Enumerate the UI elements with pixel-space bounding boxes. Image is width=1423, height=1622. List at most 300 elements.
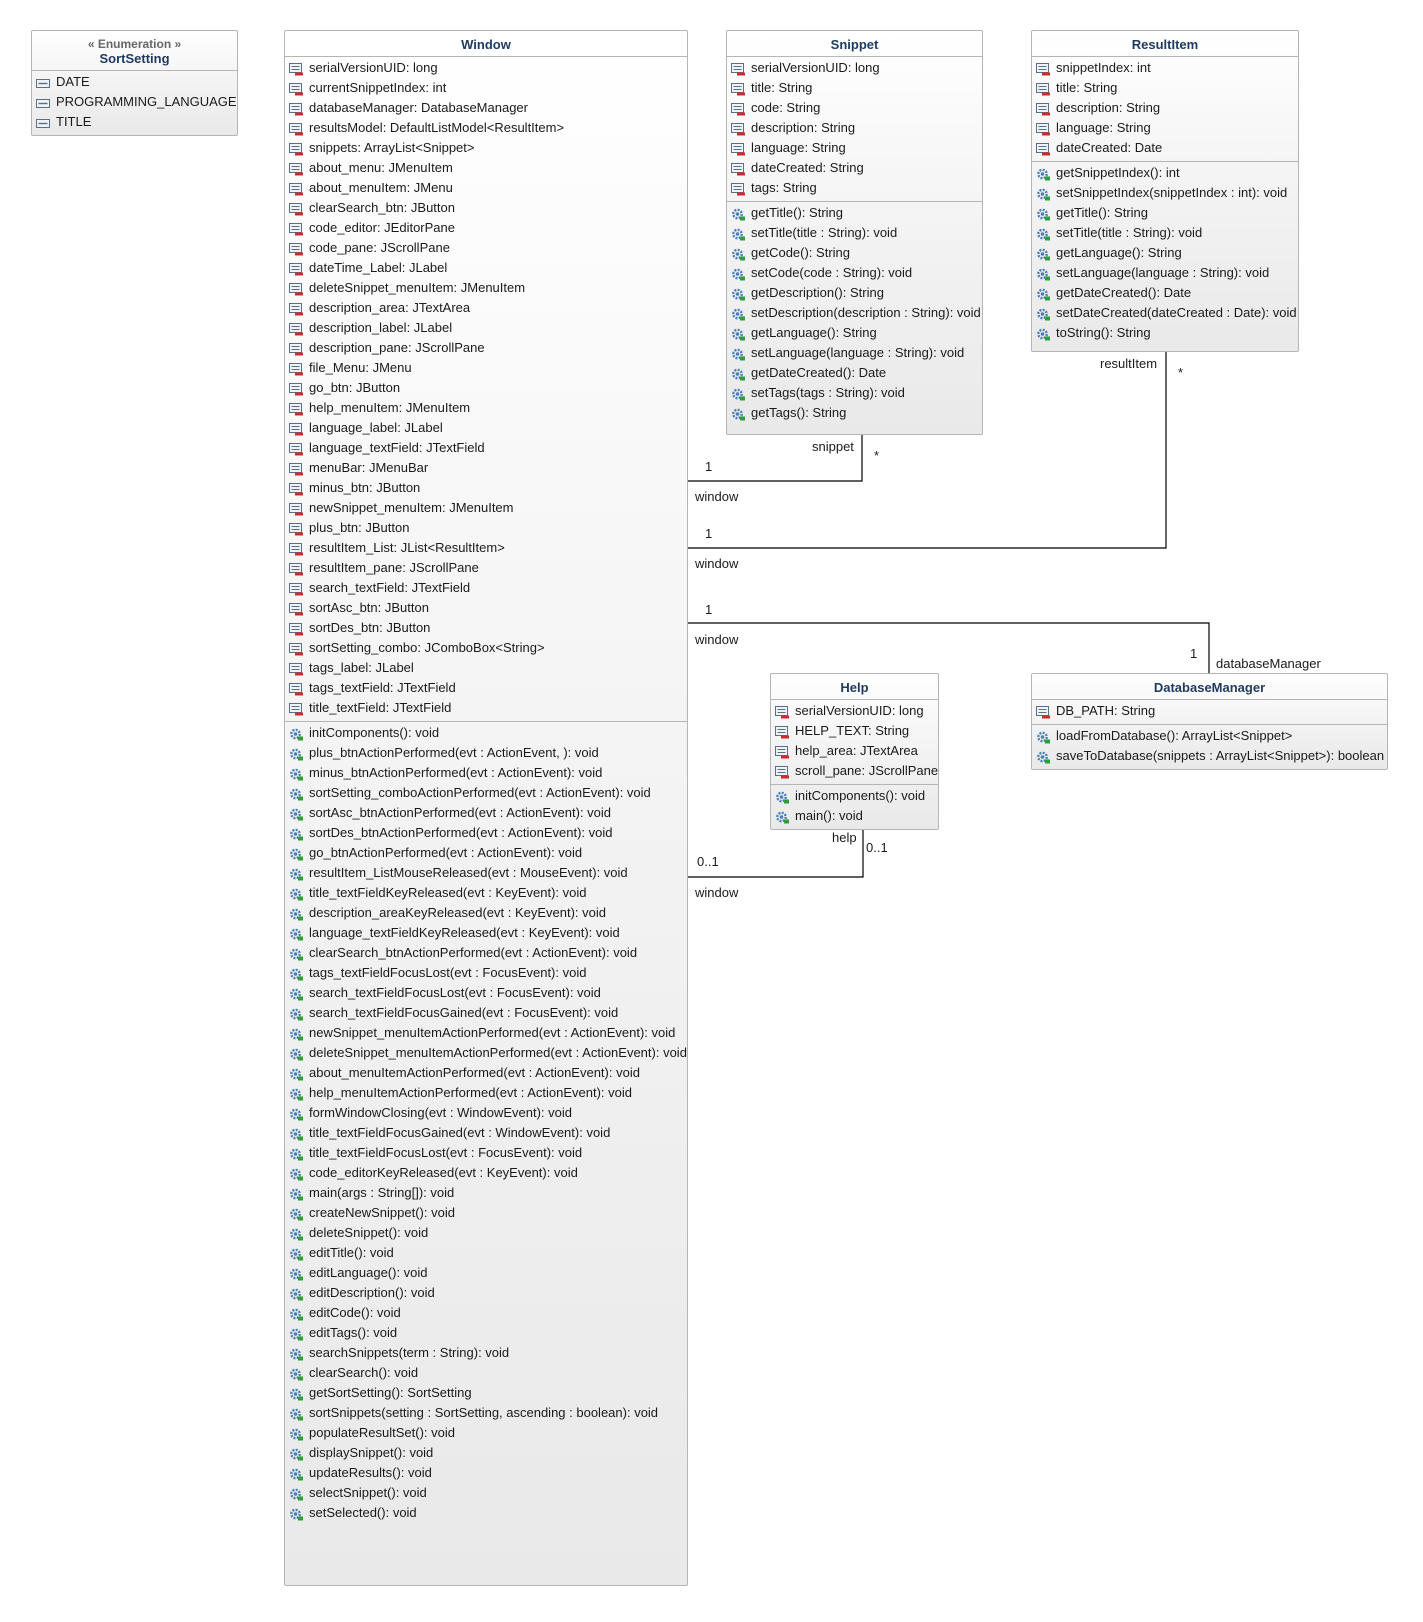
attribute-row[interactable] xyxy=(285,98,687,118)
attribute-signature: help_menuItem: JMenuItem xyxy=(309,400,471,415)
attribute-row[interactable] xyxy=(285,518,687,538)
attribute-row[interactable] xyxy=(285,78,687,98)
attribute-signature: menuBar: JMenuBar xyxy=(309,460,429,475)
attribute-signature: clearSearch_btn: JButton xyxy=(309,200,455,215)
method-signature: setTags(tags : String): void xyxy=(751,385,905,400)
field-icon xyxy=(289,702,304,715)
method-signature: loadFromDatabase(): ArrayList<Snippet> xyxy=(1056,728,1293,743)
method-signature: title_textFieldKeyReleased(evt : KeyEvent): void xyxy=(309,885,587,900)
attribute-signature: title_textField: JTextField xyxy=(309,700,452,715)
method-signature: main(): void xyxy=(795,808,863,823)
gear-method-icon xyxy=(289,787,304,800)
method-row[interactable] xyxy=(285,803,687,823)
class-sortsetting[interactable] xyxy=(31,30,238,136)
field-icon xyxy=(731,142,746,155)
enum-literal[interactable]: DATE xyxy=(32,72,237,92)
gear-method-icon xyxy=(289,1187,304,1200)
enum-literal[interactable]: PROGRAMMING_LANGUAGE xyxy=(32,92,237,112)
method-signature: updateResults(): void xyxy=(309,1465,432,1480)
attribute-row[interactable] xyxy=(285,398,687,418)
method-row[interactable] xyxy=(285,1223,687,1243)
method-row[interactable] xyxy=(285,1043,687,1063)
gear-method-icon xyxy=(731,387,746,400)
field-icon xyxy=(731,82,746,95)
method-row[interactable] xyxy=(727,343,982,363)
field-icon xyxy=(289,402,304,415)
field-icon xyxy=(775,705,790,718)
attribute-row[interactable] xyxy=(285,198,687,218)
method-signature: initComponents(): void xyxy=(309,725,440,740)
association-window-databasemanager xyxy=(687,623,1209,673)
field-icon xyxy=(289,262,304,275)
method-signature: tags_textFieldFocusLost(evt : FocusEvent): void xyxy=(309,965,587,980)
attribute-row[interactable] xyxy=(285,298,687,318)
gear-method-icon xyxy=(731,347,746,360)
attribute-signature: code_editor: JEditorPane xyxy=(309,220,455,235)
field-icon xyxy=(289,542,304,555)
method-row[interactable] xyxy=(727,283,982,303)
method-row[interactable] xyxy=(727,403,982,423)
method-row[interactable] xyxy=(1032,263,1298,283)
attribute-signature: title: String xyxy=(751,80,813,95)
method-row[interactable] xyxy=(285,1463,687,1483)
gear-method-icon xyxy=(289,847,304,860)
method-row[interactable] xyxy=(285,1423,687,1443)
gear-method-icon xyxy=(289,947,304,960)
attribute-signature: sortSetting_combo: JComboBox<String> xyxy=(309,640,545,655)
attributes-compartment xyxy=(727,57,982,202)
attribute-row[interactable] xyxy=(285,458,687,478)
gear-method-icon xyxy=(289,1367,304,1380)
method-signature: setTitle(title : String): void xyxy=(751,225,898,240)
field-icon xyxy=(289,322,304,335)
method-row[interactable] xyxy=(285,823,687,843)
method-row[interactable] xyxy=(1032,243,1298,263)
attribute-row[interactable] xyxy=(285,418,687,438)
gear-method-icon xyxy=(289,1467,304,1480)
attributes-compartment xyxy=(285,57,687,722)
field-icon xyxy=(289,422,304,435)
attribute-row[interactable] xyxy=(285,318,687,338)
method-signature: main(args : String[]): void xyxy=(309,1185,455,1200)
attribute-signature: databaseManager: DatabaseManager xyxy=(309,100,528,115)
attribute-row[interactable] xyxy=(285,618,687,638)
field-icon xyxy=(289,502,304,515)
method-signature: getDateCreated(): Date xyxy=(1056,285,1192,300)
class-name: SortSetting xyxy=(99,51,170,66)
method-signature: setSelected(): void xyxy=(309,1505,417,1520)
field-icon xyxy=(289,242,304,255)
attribute-signature: sortDes_btn: JButton xyxy=(309,620,431,635)
attribute-row[interactable] xyxy=(771,721,938,741)
field-icon xyxy=(1036,82,1051,95)
attribute-signature: newSnippet_menuItem: JMenuItem xyxy=(309,500,514,515)
attribute-row[interactable] xyxy=(285,338,687,358)
role-label: resultItem xyxy=(1100,356,1158,371)
gear-method-icon xyxy=(289,1067,304,1080)
field-icon xyxy=(731,162,746,175)
attribute-row[interactable] xyxy=(1032,118,1298,138)
attributes-compartment xyxy=(1032,700,1387,725)
gear-method-icon xyxy=(289,1087,304,1100)
method-signature: language_textFieldKeyReleased(evt : KeyEvent): void xyxy=(309,925,620,940)
method-row[interactable] xyxy=(285,1003,687,1023)
method-signature: getCode(): String xyxy=(751,245,850,260)
method-signature: createNewSnippet(): void xyxy=(309,1205,455,1220)
gear-method-icon xyxy=(731,307,746,320)
attribute-row[interactable] xyxy=(285,578,687,598)
field-icon xyxy=(289,302,304,315)
method-signature: clearSearch_btnActionPerformed(evt : ActionEvent): void xyxy=(309,945,638,960)
method-row[interactable] xyxy=(727,203,982,223)
gear-method-icon xyxy=(731,407,746,420)
method-row[interactable] xyxy=(1032,303,1298,323)
method-signature: plus_btnActionPerformed(evt : ActionEvent, ): void xyxy=(309,745,599,760)
enum-literal-icon xyxy=(36,116,51,129)
method-row[interactable] xyxy=(285,903,687,923)
method-row[interactable] xyxy=(285,1103,687,1123)
method-row[interactable] xyxy=(285,1143,687,1163)
field-icon xyxy=(1036,705,1051,718)
attribute-signature: dateCreated: Date xyxy=(1056,140,1163,155)
attribute-row[interactable] xyxy=(727,138,982,158)
method-signature: title_textFieldFocusLost(evt : FocusEvent): void xyxy=(309,1145,583,1160)
method-row[interactable] xyxy=(727,303,982,323)
multiplicity-label: 0..1 xyxy=(697,854,719,869)
method-row[interactable] xyxy=(285,1203,687,1223)
method-row[interactable] xyxy=(285,743,687,763)
method-signature: selectSnippet(): void xyxy=(309,1485,427,1500)
method-signature: getTitle(): String xyxy=(751,205,843,220)
method-row[interactable] xyxy=(1032,283,1298,303)
attribute-row[interactable] xyxy=(1032,98,1298,118)
attribute-signature: description: String xyxy=(1056,100,1161,115)
methods-compartment xyxy=(727,202,982,426)
attribute-row[interactable] xyxy=(1032,78,1298,98)
attribute-row[interactable] xyxy=(285,258,687,278)
attribute-signature: code: String xyxy=(751,100,821,115)
class-snippet[interactable] xyxy=(726,30,983,435)
stereotype-label: « Enumeration » xyxy=(87,37,182,51)
attribute-row[interactable] xyxy=(285,378,687,398)
method-row[interactable] xyxy=(285,763,687,783)
method-row[interactable] xyxy=(1032,726,1387,746)
gear-method-icon xyxy=(289,1287,304,1300)
method-row[interactable] xyxy=(285,1383,687,1403)
class-resultitem[interactable] xyxy=(1031,30,1299,352)
method-row[interactable] xyxy=(285,723,687,743)
attribute-row[interactable] xyxy=(727,58,982,78)
attribute-signature: serialVersionUID: long xyxy=(751,60,880,75)
method-row[interactable] xyxy=(285,1483,687,1503)
gear-method-icon xyxy=(289,1027,304,1040)
attribute-row[interactable] xyxy=(285,218,687,238)
gear-method-icon xyxy=(289,867,304,880)
method-row[interactable] xyxy=(285,1283,687,1303)
method-row[interactable] xyxy=(285,1443,687,1463)
class-name: ResultItem xyxy=(1131,37,1199,52)
gear-method-icon xyxy=(775,810,790,823)
class-help[interactable] xyxy=(770,673,939,830)
attribute-row[interactable] xyxy=(285,58,687,78)
attribute-row[interactable] xyxy=(285,358,687,378)
role-label: snippet xyxy=(812,439,854,454)
enum-literal[interactable]: TITLE xyxy=(32,112,237,132)
class-header xyxy=(1032,674,1387,700)
gear-method-icon xyxy=(289,807,304,820)
method-signature: editTitle(): void xyxy=(309,1245,394,1260)
field-icon xyxy=(289,202,304,215)
method-row[interactable] xyxy=(285,883,687,903)
attribute-row[interactable] xyxy=(285,698,687,718)
attribute-signature: snippets: ArrayList<Snippet> xyxy=(309,140,475,155)
attribute-signature: language_textField: JTextField xyxy=(309,440,485,455)
class-header xyxy=(1032,31,1298,57)
method-row[interactable] xyxy=(285,963,687,983)
field-icon xyxy=(289,162,304,175)
method-signature: newSnippet_menuItemActionPerformed(evt : ActionEvent): void xyxy=(309,1025,676,1040)
method-row[interactable] xyxy=(285,1023,687,1043)
gear-method-icon xyxy=(731,327,746,340)
method-row[interactable] xyxy=(285,1503,687,1523)
class-databasemanager[interactable] xyxy=(1031,673,1388,770)
method-signature: resultItem_ListMouseReleased(evt : MouseEvent): void xyxy=(309,865,628,880)
method-signature: formWindowClosing(evt : WindowEvent): void xyxy=(309,1105,572,1120)
gear-method-icon xyxy=(289,1507,304,1520)
gear-method-icon xyxy=(289,1227,304,1240)
method-row[interactable] xyxy=(771,806,938,826)
method-row[interactable] xyxy=(285,1263,687,1283)
gear-method-icon xyxy=(289,1127,304,1140)
attribute-row[interactable] xyxy=(771,701,938,721)
attribute-row[interactable] xyxy=(727,78,982,98)
gear-method-icon xyxy=(289,747,304,760)
attribute-row[interactable] xyxy=(1032,58,1298,78)
attribute-signature: serialVersionUID: long xyxy=(309,60,438,75)
method-signature: go_btnActionPerformed(evt : ActionEvent): void xyxy=(309,845,583,860)
method-row[interactable] xyxy=(285,863,687,883)
method-row[interactable] xyxy=(285,923,687,943)
attribute-row[interactable] xyxy=(285,278,687,298)
attribute-row[interactable] xyxy=(285,558,687,578)
field-icon xyxy=(289,462,304,475)
gear-method-icon xyxy=(1036,187,1051,200)
role-label: help xyxy=(832,830,857,845)
attribute-signature: resultsModel: DefaultListModel<ResultItem> xyxy=(309,120,565,135)
field-icon xyxy=(289,222,304,235)
attribute-signature: currentSnippetIndex: int xyxy=(309,80,447,95)
method-row[interactable] xyxy=(1032,746,1387,766)
method-row[interactable] xyxy=(285,1323,687,1343)
method-signature: setDescription(description : String): void xyxy=(751,305,981,320)
gear-method-icon xyxy=(289,927,304,940)
attribute-row[interactable] xyxy=(285,118,687,138)
attribute-row[interactable] xyxy=(727,118,982,138)
attribute-row[interactable] xyxy=(771,741,938,761)
gear-method-icon xyxy=(1036,750,1051,763)
method-row[interactable] xyxy=(727,383,982,403)
attribute-row[interactable] xyxy=(285,438,687,458)
method-row[interactable] xyxy=(285,843,687,863)
attribute-signature: code_pane: JScrollPane xyxy=(309,240,450,255)
field-icon xyxy=(289,122,304,135)
class-header xyxy=(771,674,938,700)
enum-literal-icon xyxy=(36,96,51,109)
method-row[interactable] xyxy=(285,783,687,803)
field-icon xyxy=(1036,142,1051,155)
gear-method-icon xyxy=(289,1267,304,1280)
method-row[interactable] xyxy=(285,983,687,1003)
attribute-row[interactable] xyxy=(285,658,687,678)
attribute-signature: description_area: JTextArea xyxy=(309,300,471,315)
attribute-signature: help_area: JTextArea xyxy=(795,743,918,758)
method-row[interactable] xyxy=(727,323,982,343)
method-row[interactable] xyxy=(727,223,982,243)
gear-method-icon xyxy=(1036,247,1051,260)
method-signature: setDateCreated(dateCreated : Date): void xyxy=(1056,305,1297,320)
method-row[interactable] xyxy=(285,1183,687,1203)
field-icon xyxy=(289,282,304,295)
method-signature: getTags(): String xyxy=(751,405,847,420)
multiplicity-label: * xyxy=(874,448,880,463)
attribute-signature: go_btn: JButton xyxy=(309,380,401,395)
gear-method-icon xyxy=(289,1147,304,1160)
attribute-row[interactable] xyxy=(285,538,687,558)
gear-method-icon xyxy=(289,1487,304,1500)
method-signature: sortSetting_comboActionPerformed(evt : ActionEvent): void xyxy=(309,785,651,800)
method-row[interactable] xyxy=(285,1343,687,1363)
field-icon xyxy=(775,765,790,778)
attribute-row[interactable] xyxy=(1032,701,1387,721)
method-signature: getDescription(): String xyxy=(751,285,884,300)
methods-compartment xyxy=(771,785,938,829)
method-signature: toString(): String xyxy=(1056,325,1151,340)
method-row[interactable] xyxy=(285,1163,687,1183)
method-signature: editTags(): void xyxy=(309,1325,398,1340)
attribute-signature: description: String xyxy=(751,120,856,135)
field-icon xyxy=(289,142,304,155)
attribute-signature: scroll_pane: JScrollPane xyxy=(795,763,939,778)
attribute-row[interactable] xyxy=(727,158,982,178)
gear-method-icon xyxy=(289,1307,304,1320)
gear-method-icon xyxy=(1036,307,1051,320)
field-icon xyxy=(1036,62,1051,75)
attribute-signature: search_textField: JTextField xyxy=(309,580,471,595)
method-row[interactable] xyxy=(1032,183,1298,203)
method-row[interactable] xyxy=(727,363,982,383)
field-icon xyxy=(289,522,304,535)
field-icon xyxy=(289,382,304,395)
method-row[interactable] xyxy=(727,263,982,283)
method-signature: sortAsc_btnActionPerformed(evt : ActionEvent): void xyxy=(309,805,612,820)
attribute-signature: minus_btn: JButton xyxy=(309,480,421,495)
method-row[interactable] xyxy=(1032,323,1298,343)
attribute-signature: language: String xyxy=(751,140,846,155)
attribute-row[interactable] xyxy=(285,158,687,178)
method-signature: setLanguage(language : String): void xyxy=(751,345,965,360)
gear-method-icon xyxy=(289,987,304,1000)
attribute-signature: snippetIndex: int xyxy=(1056,60,1151,75)
method-row[interactable] xyxy=(285,1403,687,1423)
method-row[interactable] xyxy=(285,1083,687,1103)
method-row[interactable] xyxy=(285,1123,687,1143)
attribute-signature: DB_PATH: String xyxy=(1056,703,1156,718)
method-row[interactable] xyxy=(285,943,687,963)
attribute-row[interactable] xyxy=(727,98,982,118)
method-signature: setSnippetIndex(snippetIndex : int): void xyxy=(1056,185,1288,200)
method-row[interactable] xyxy=(1032,203,1298,223)
attribute-row[interactable] xyxy=(285,638,687,658)
multiplicity-label: 1 xyxy=(705,526,713,541)
method-signature: getLanguage(): String xyxy=(751,325,877,340)
gear-method-icon xyxy=(731,247,746,260)
method-signature: clearSearch(): void xyxy=(309,1365,419,1380)
method-row[interactable] xyxy=(727,243,982,263)
method-signature: initComponents(): void xyxy=(795,788,926,803)
class-window[interactable] xyxy=(284,30,688,1586)
method-signature: getLanguage(): String xyxy=(1056,245,1182,260)
attribute-signature: language_label: JLabel xyxy=(309,420,443,435)
attribute-signature: dateTime_Label: JLabel xyxy=(309,260,448,275)
gear-method-icon xyxy=(289,1107,304,1120)
attribute-row[interactable] xyxy=(285,678,687,698)
class-name: Window xyxy=(461,37,511,52)
gear-method-icon xyxy=(1036,730,1051,743)
field-icon xyxy=(775,725,790,738)
method-row[interactable] xyxy=(285,1363,687,1383)
method-signature: setTitle(title : String): void xyxy=(1056,225,1203,240)
attribute-signature: resultItem_List: JList<ResultItem> xyxy=(309,540,505,555)
field-icon xyxy=(289,622,304,635)
gear-method-icon xyxy=(289,1407,304,1420)
attribute-row[interactable] xyxy=(1032,138,1298,158)
attribute-row[interactable] xyxy=(285,478,687,498)
attribute-row[interactable] xyxy=(771,761,938,781)
class-name: Snippet xyxy=(830,37,879,52)
method-signature: title_textFieldFocusGained(evt : WindowEvent): void xyxy=(309,1125,611,1140)
method-row[interactable] xyxy=(285,1243,687,1263)
gear-method-icon xyxy=(731,267,746,280)
method-row[interactable] xyxy=(1032,223,1298,243)
method-row[interactable] xyxy=(1032,163,1298,183)
field-icon xyxy=(289,602,304,615)
attribute-signature: tags_textField: JTextField xyxy=(309,680,456,695)
attribute-row[interactable] xyxy=(285,238,687,258)
field-icon xyxy=(289,102,304,115)
attribute-row[interactable] xyxy=(285,498,687,518)
gear-method-icon xyxy=(289,887,304,900)
attribute-signature: description_pane: JScrollPane xyxy=(309,340,485,355)
attribute-row[interactable] xyxy=(285,178,687,198)
gear-method-icon xyxy=(289,1207,304,1220)
method-signature: setCode(code : String): void xyxy=(751,265,913,280)
attribute-signature: deleteSnippet_menuItem: JMenuItem xyxy=(309,280,526,295)
methods-compartment xyxy=(1032,725,1387,769)
method-signature: deleteSnippet_menuItemActionPerformed(evt : ActionEvent): void xyxy=(309,1045,687,1060)
attribute-signature: about_menuItem: JMenu xyxy=(309,180,453,195)
field-icon xyxy=(289,182,304,195)
method-signature: editCode(): void xyxy=(309,1305,401,1320)
attribute-row[interactable] xyxy=(727,178,982,198)
method-row[interactable] xyxy=(771,786,938,806)
method-row[interactable] xyxy=(285,1303,687,1323)
attribute-signature: language: String xyxy=(1056,120,1151,135)
method-signature: help_menuItemActionPerformed(evt : ActionEvent): void xyxy=(309,1085,632,1100)
gear-method-icon xyxy=(289,727,304,740)
attribute-row[interactable] xyxy=(285,138,687,158)
attribute-row[interactable] xyxy=(285,598,687,618)
method-row[interactable] xyxy=(285,1063,687,1083)
